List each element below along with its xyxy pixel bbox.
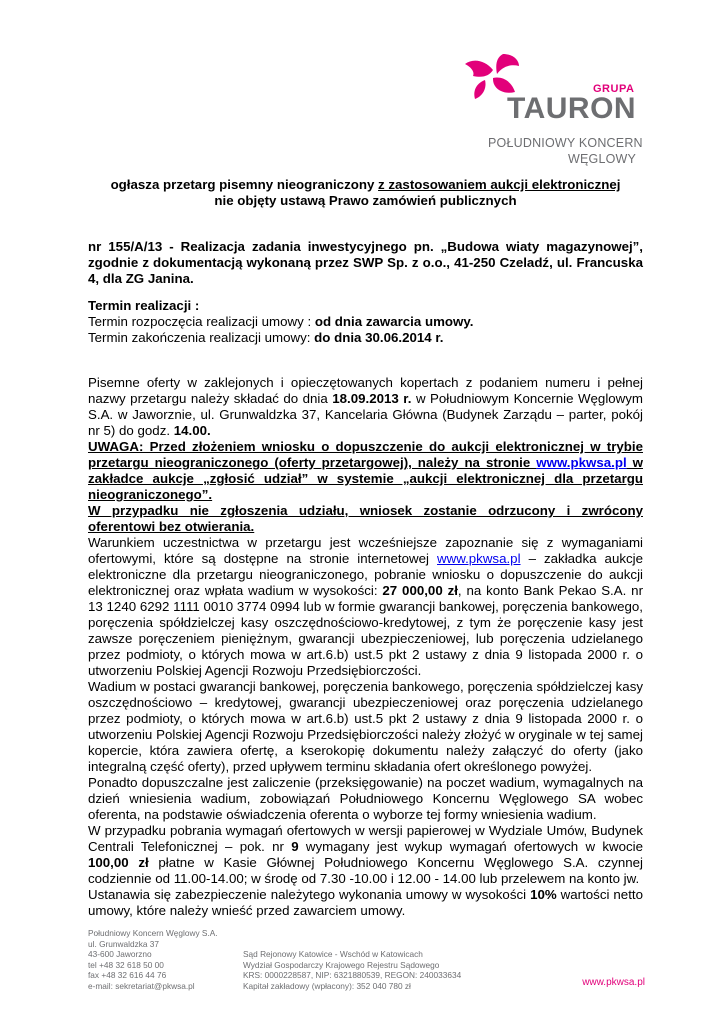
- termin-end-value: do dnia 30.06.2014 r.: [314, 330, 444, 345]
- rejection-warning: W przypadku nie zgłoszenia udziału, wniosek zostanie odrzucony i zwrócony oferentowi bez otwierania.: [88, 503, 643, 534]
- footer-krs: KRS: 0000228587, NIP: 6321880539, REGON: 240033634: [243, 970, 462, 980]
- footer-department: Wydział Gospodarczy Krajowego Rejestru Sądowego: [243, 959, 440, 970]
- footer-email: e-mail: sekretariat@pkwsa.pl: [88, 980, 195, 991]
- offers-deadline-time: 14.00.: [173, 423, 211, 438]
- room-number: 9: [291, 839, 299, 854]
- logo-subtitle-line2: WĘGLOWY: [568, 152, 637, 166]
- ponadto-paragraph: Ponadto dopuszczalne jest zaliczenie (przeksięgowanie) na poczet wadium, wymagalnych na dzień wniesienia wadium, zobowiązań Południowego Koncernu Węglowego SA wobec oferenta, na podstawie oświadczenia oferenta o wyborze tej formy wniesienia wadium.: [88, 775, 643, 822]
- security-percent: 10%: [530, 887, 557, 902]
- footer-company-name: Południowy Koncern Węglowy S.A.: [88, 928, 218, 938]
- footer-court: Sąd Rejonowy Katowice - Wschód w Katowicach: [243, 949, 423, 959]
- termin-end-label: Termin zakończenia realizacji umowy:: [88, 330, 315, 345]
- announcement-heading: [88, 177, 643, 209]
- offers-submission-paragraph: Pisemne oferty w zaklejonych i opieczętowanych kopertach z podaniem numeru i pełnej nazwy przetargu należy składać do dnia 18.09.2013 r. w Południowym Koncernie Węglowym S.A. w Jaworznie, ul. Grunwaldzka 37, Kancelaria Główna (Budynek Zarządu – parter, pokój nr 5) do godz. 14.00.: [88, 375, 643, 438]
- purchase-paragraph: W przypadku pobrania wymagań ofertowych w wersji papierowej w Wydziale Umów, Budynek Centrali Telefonicznej – pok. nr 9 wymagany jest wykup wymagań ofertowych w kwocie 100,00 zł płatne w Kasie Głównej Południowego Koncernu Węglowego S.A. czynnej codziennie od 11.00-14.00; w środę od 7.30 -10.00 i 12.00 - 14.00 lub przelewem na konto jw.: [88, 823, 643, 886]
- footer-capital: Kapitał zakładowy (wpłacony): 352 040 780 zł: [243, 980, 411, 991]
- footer-fax: fax +48 32 616 44 76: [88, 970, 167, 980]
- wadium-amount: 27 000,00 zł: [382, 583, 458, 598]
- tauron-logo: [455, 52, 660, 167]
- pkwsa-link-conditions[interactable]: www.pkwsa.pl: [437, 551, 521, 566]
- heading-line2: nie objęty ustawą Prawo zamówień publicznych: [214, 193, 517, 208]
- wadium-paragraph: Wadium w postaci gwarancji bankowej, poręczenia bankowego, poręczenia spółdzielczej kasy oszczędnościowo – kredytowej, gwarancji ubezpieczeniowej oraz poręczenia udzielanego przez podmioty, o których mowa w art.6.b) ust.5 pkt 2 ustawy z dnia 9 listopada 2000 r. o utworzeniu Polskiej Agencji Rozwoju Przedsiębiorczości należy złożyć w oryginale w tej samej kopercie, która zawiera ofertę, a kserokopię dokumentu należy załączyć do oferty (jako integralną część oferty), przed upływem terminu składania ofert określonego powyżej.: [88, 679, 643, 774]
- purchase-price: 100,00 zł: [88, 855, 149, 870]
- footer-street: ul. Grunwaldzka 37: [88, 938, 160, 949]
- tender-title: nr 155/A/13 - Realizacja zadania inwestycyjnego pn. „Budowa wiaty magazynowej”, zgodnie z dokumentacją wykonaną przez SWP Sp. z o.o., 41-250 Czeladź, ul. Francuska 4, dla ZG Janina.: [88, 239, 643, 286]
- logo-grupa-text: GRUPA: [593, 83, 635, 95]
- pkwsa-link[interactable]: www.pkwsa.pl: [536, 455, 627, 470]
- logo-subtitle-line1: POŁUDNIOWY KONCERN: [488, 136, 643, 150]
- termin-title: Termin realizacji :: [88, 298, 200, 313]
- footer-website-link[interactable]: www.pkwsa.pl: [582, 977, 645, 988]
- security-paragraph: Ustanawia się zabezpieczenie należytego wykonania umowy w wysokości 10% wartości netto umowy, które należy wnieść przed zawarciem umowy.: [88, 887, 643, 918]
- offers-deadline-date: 18.09.2013 r.: [332, 391, 412, 406]
- termin-start-label: Termin rozpoczęcia realizacji umowy :: [88, 314, 315, 329]
- footer-company-info: [88, 928, 218, 991]
- heading-auction-note: z zastosowaniem aukcji elektronicznej: [378, 177, 621, 192]
- footer-registry-info: [243, 949, 461, 991]
- termin-section: [88, 298, 643, 346]
- uwaga-paragraph: UWAGA: Przed złożeniem wniosku o dopuszczenie do aukcji elektronicznej w trybie przetargu nieograniczonego (oferty przetargowej), należy na stronie www.pkwsa.pl w zakładce aukcje „zgłosić udział” w systemie „aukcji elektronicznej dla przetargu nieograniczonego”.: [88, 439, 643, 502]
- termin-start-value: od dnia zawarcia umowy.: [314, 314, 474, 329]
- offers-section: [88, 375, 643, 919]
- participation-conditions: Warunkiem uczestnictwa w przetargu jest wcześniejsze zapoznanie się z wymaganiami ofertowymi, które są dostępne na stronie internetowej www.pkwsa.pl – zakładka aukcje elektroniczne dla przetargu nieograniczonego, pobranie wniosku o dopuszczenie do aukcji elektronicznej oraz wpłata wadium w wysokości: 27 000,00 zł, na konto Bank Pekao S.A. nr 13 1240 6292 1111 0010 3774 0994 lub w formie gwarancji bankowej, poręczenia bankowego, poręczenia spółdzielczej kasy oszczędnościowo-kredytowej, z tym że poręczenie kasy jest zawsze poręczeniem pieniężnym, gwarancji ubezpieczeniowej, lub poręczenia udzielanego przez podmioty, o których mowa w art.6.b) ust.5 pkt 2 ustawy z dnia 9 listopada 2000 r. o utworzeniu Polskiej Agencji Rozwoju Przedsiębiorczości.: [88, 535, 643, 678]
- footer-phone: tel +48 32 618 50 00: [88, 959, 164, 970]
- footer-city: 43-600 Jaworzno: [88, 949, 152, 959]
- logo-tauron-text: TAURON: [507, 92, 637, 125]
- heading-line1: ogłasza przetarg pisemny nieograniczony: [110, 177, 379, 192]
